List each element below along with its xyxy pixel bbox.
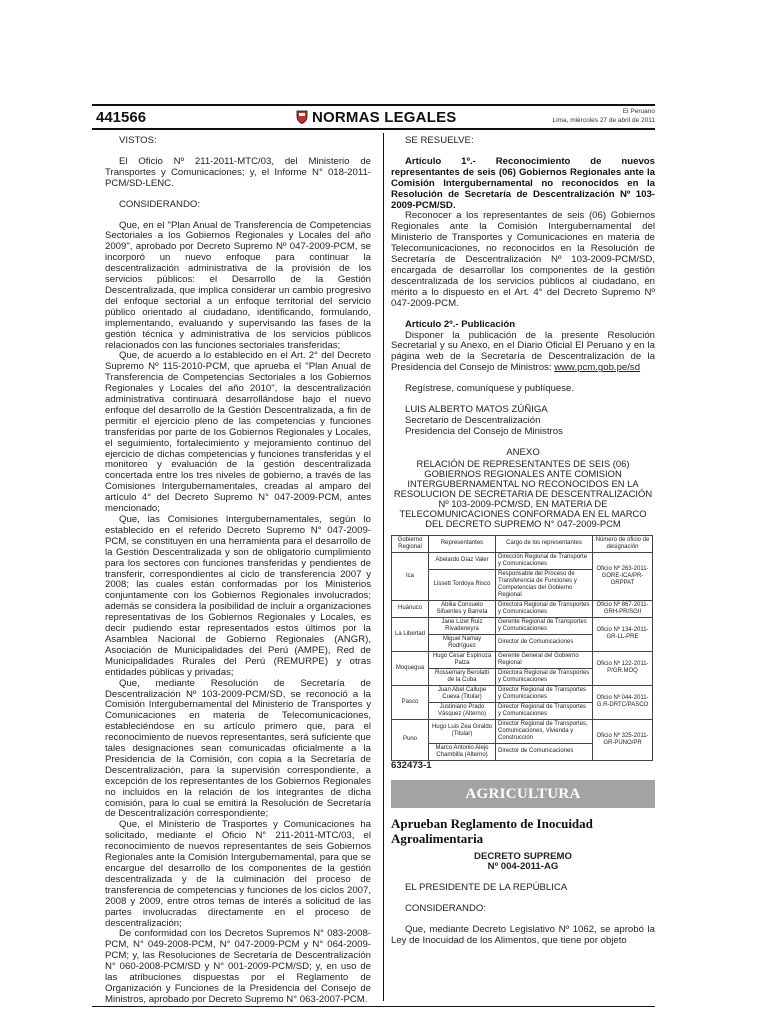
column-divider	[383, 133, 384, 1001]
section-banner: AGRICULTURA	[391, 780, 655, 808]
anexo-heading: ANEXO	[506, 446, 540, 458]
rep-name-cell: Hugo Luis Zea Giraldo (Titular)	[429, 719, 496, 743]
considerando-heading: CONSIDERANDO:	[119, 198, 201, 210]
newspaper-name: El Peruano	[622, 108, 655, 115]
rep-name-cell: Abilia Consuelo Sifuentes y Barreta	[429, 600, 496, 617]
table-row	[392, 617, 653, 634]
oficio-cell: Oficio Nº 044-2011-G.R-DRTC/PASCO	[593, 685, 653, 719]
region-cell: Huánuco	[392, 600, 429, 617]
table-row	[392, 719, 653, 743]
decree-title: Aprueban Reglamento de Inocuidad Agroalimentaria	[391, 815, 593, 846]
rep-cargo-cell: Director Regional de Transportes y Comunicaciones	[496, 702, 593, 719]
header-top-rule	[92, 104, 655, 106]
rep-name-cell: Abelardo Díaz Valer	[429, 552, 496, 569]
article-2-text: Disponer la publicación de la presente Resolución Secretarial y su Anexo, en el Diario Oficial El Peruano y en la página web de la Secretaría de Descentralización de la Presidencia del Consejo de Ministros:	[391, 329, 655, 374]
rep-name-cell: Jane Lizet Ruiz Rivadeneyra	[429, 617, 496, 634]
rep-cargo-cell: Director de Comunicaciones	[496, 743, 593, 760]
paragraph-3: Que, las Comisiones Intergubernamentales, según lo establecido en el referido Decreto Supremo N° 047-2009-PCM, se constituyen en una herramienta para el desarrollo de la Gestión Descentralizada y son de obligatorio cumplimiento para los sectores con funciones transferidas y pendientes de transferir, correspondientes al ciclo de transferencia 2007 y 2008; las cuales están conformadas por los Ministerios conjuntamente con los Gobiernos Regionales involucrados; además se considera la posibilidad de incluir a organizaciones representativas de los Gobiernos Regionales y Locales, es decir pudiendo estar representados estos últimos por la Asamblea Nacional de Gobierno Regionales (ANGR), Asociación de Municipalidades del Perú (AMPE), Red de Municipalidades Rurales del Perú (REMURPE) y otras entidades públicas y privadas;	[105, 514, 371, 678]
oficio-cell: Oficio Nº 122-2011-P/GR.MOQ	[593, 651, 653, 685]
table-row	[392, 552, 653, 569]
decree-considerando-heading: CONSIDERANDO:	[405, 903, 487, 915]
table-header: Cargo de los representantes	[496, 535, 593, 552]
table-row	[392, 651, 653, 668]
rep-cargo-cell: Directora Regional de Transportes y Comunicaciones	[496, 600, 593, 617]
region-cell: La Libertad	[392, 617, 429, 651]
resuelve-heading: SE RESUELVE:	[405, 135, 474, 146]
rep-cargo-cell: Responsable del Proceso de Transferencia de Funciones y Competencias del Gobierno Regional	[496, 569, 593, 600]
oficio-cell: Oficio Nº 867-2011-GRH-PR/SGII	[593, 600, 653, 617]
region-cell: Ica	[392, 552, 429, 600]
publication-title	[296, 109, 456, 126]
article-1-body: Reconocer a los representantes de seis (06) Gobiernos Regionales ante la Comisión Intergubernamental del Ministerio de Transportes y Comunicaciones en materia de Telecomunicaciones, no reconocidos en la Resolución de Secretaría de Descentralización Nº 103-2009-PCM/SD, encargada de desarrollar los componentes de la gestión descentralizada de los servicios públicos al ciudadano, en mérito a lo dispuesto en el Art. 4° del Decreto Supremo Nº 047-2009-PCM.	[391, 210, 655, 309]
table-header: Representantes	[429, 535, 496, 552]
rep-name-cell: Marco Antonio Alejo Chambilla (Alterno)	[429, 743, 496, 760]
oficio-cell: Oficio Nº 134-2011-GR-LL-PRE	[593, 617, 653, 651]
signatory-role-1: Secretario de Descentralización	[405, 414, 541, 426]
coat-of-arms-icon	[296, 110, 308, 124]
region-cell: Pasco	[392, 685, 429, 719]
rep-cargo-cell: Directora Regional de Transportes y Comunicaciones	[496, 668, 593, 685]
table-header: Gobierno Regional	[392, 535, 429, 552]
publication-name: NORMAS LEGALES	[312, 109, 457, 126]
vistos-paragraph: El Oficio Nº 211-2011-MTC/03, del Ministerio de Transportes y Comunicaciones; y, el Informe N° 018-2011-PCM/SD-LENC.	[105, 155, 371, 189]
rep-name-cell: Justiniano Prado Vásquez (Alterno)	[429, 702, 496, 719]
vistos-heading: VISTOS:	[119, 135, 157, 146]
publication-code: 632473-1	[391, 759, 432, 771]
table-row	[392, 685, 653, 702]
oficio-cell: Oficio Nº 263-2011-GORE-ICA/PR-GRPPAT	[593, 552, 653, 600]
table-header: Número de oficio de designación	[593, 535, 653, 552]
representatives-table	[391, 535, 653, 761]
article-2-title-text: Artículo 2º.- Publicación	[405, 318, 516, 330]
rep-cargo-cell: Gerente General del Gobierno Regional	[496, 651, 593, 668]
rep-name-cell: Juan Abel Callupe Cueva (Titular)	[429, 685, 496, 702]
issue-date: Lima, miércoles 27 de abril de 2011	[552, 117, 655, 124]
paragraph-5: Que, el Ministerio de Trasportes y Comunicaciones ha solicitado, mediante el Oficio N° 211-2011-MTC/03, el reconocimiento de nuevos representantes de seis Gobiernos Regionales ante la Comisión Intergubernamental, para que se encargue del desarrollo de los componentes de la gestión descentralizada y de la culminación del proceso de transferencia de competencias y funciones de los ciclos 2007, 2008 y 2009, entre otros temas de interés a solicitud de las partes involucradas directamente en el proceso de descentralización;	[105, 819, 371, 929]
anexo-title: RELACIÓN DE REPRESENTANTES DE SEIS (06) GOBIERNOS REGIONALES ANTE COMISION INTERGUBERNAMENTAL NO RECONOCIDOS EN LA RESOLUCION DE SECRETARIA DE DESCENTRALIZACIÓN Nº 103-2009-PCM/SD, EN MATERIA DE TELECOMUNICACIONES CONFORMADA EN EL MARCO DEL DECRETO SUPREMO N° 047-2009-PCM	[393, 457, 653, 529]
decree-heading: DECRETO SUPREMO	[474, 850, 572, 862]
registrese-line: Regístrese, comuníquese y publíquese.	[405, 383, 575, 395]
page-number: 441566	[96, 109, 147, 126]
signatory-name: LUIS ALBERTO MATOS ZÚÑIGA	[405, 404, 548, 416]
paragraph-1: Que, en el "Plan Anual de Transferencia de Competencias Sectoriales a los Gobiernos Regionales y Locales del año 2009", aprobado por Decreto Supremo Nº 047-2009-PCM, se incorporó un nuevo enfoque para continuar la descentralización administrativa de la provisión de los servicios públicos: el Desarrollo de la Gestión Descentralizada, que implica considerar un cambio progresivo del enfoque sectorial a un enfoque territorial del servicio público orientado al ciudadano, identificando, formulando, implementando, evaluando y supervisando las fases de la gestión técnica y administrativa de los servicios públicos relacionados con las funciones sectoriales transferidas;	[105, 219, 371, 351]
decree-first-paragraph: Que, mediante Decreto Legislativo Nº 1062, se aprobó la Ley de Inocuidad de los Alimentos, que tiene por objeto	[391, 924, 655, 947]
header-meta	[553, 107, 656, 125]
paragraph-2: Que, de acuerdo a lo establecido en el Art. 2° del Decreto Supremo Nº 115-2010-PCM, que aprueba el "Plan Anual de Transferencia de Competencias Sectoriales a los Gobiernos Regionales y Locales del año 2010", la descentralización administrativa continuará desarrollándose bajo el nuevo enfoque del desarrollo de la Gestión Descentralizada, a fin de permitir el ejercicio pleno de las competencias y funciones transferidas por parte de los Gobiernos Regionales y Locales, el seguimiento, fortalecimiento y mejoramiento continuo del ejercicio de dichas competencias y funciones transferidas y el monitoreo y evaluación de la gestión descentralizada concertada entre los tres niveles de gobierno, a través de las Comisiones Intergubernamentales, creadas al amparo del artículo 4° del Decreto Supremo N° 047-2009-PCM, antes mencionado;	[105, 350, 371, 515]
rep-cargo-cell: Dirección Regional de Transporte y Comunicaciones	[496, 552, 593, 569]
decree-number: Nº 004-2011-AG	[487, 861, 559, 873]
rep-name-cell: Lissett Tordoya Risco	[429, 569, 496, 600]
rep-name-cell: Miguel Namay Rodríguez	[429, 634, 496, 651]
article-1-title	[391, 157, 655, 212]
rep-name-cell: Hugo Cesar Espinoza Palza	[429, 651, 496, 668]
rep-cargo-cell: Director Regional de Transportes, Comunicaciones, Vivienda y Construcción	[496, 719, 593, 743]
region-cell: Moquegua	[392, 651, 429, 685]
article-1-title-text: Artículo 1º.- Reconocimiento de nuevos representantes de seis (06) Gobiernos Regionales ante la Comisión Intergubernamental no reconocidos en la Resolución de Secretaría de Descentralización Nº 103-2009-PCM/SD.	[391, 155, 655, 211]
right-column	[391, 136, 655, 947]
article-2-body	[391, 331, 655, 375]
rep-name-cell: Rossemary Berolatti de la Cuba	[429, 668, 496, 685]
footer-rule	[92, 1006, 655, 1007]
left-column	[105, 136, 371, 1006]
paragraph-4: Que, mediante Resolución de Secretaría de Descentralización Nº 103-2009-PCM/SD, se reconoció a la Comisión Intergubernamental del Ministerio de Transportes y Comunicaciones en materia de Telecomunicaciones, estableciéndose en su artículo primero que, para el reconocimiento de nuevos representantes, será suficiente que tales designaciones sean comunicadas oficialmente a la Presidencia de la Comisión, con copia a la Secretaría de Descentralización, para la supervisión correspondiente, a excepción de los representantes de los Gobiernos Regionales no incluidos en la relación de los integrantes de dicha comisión, para lo cual se emitirá la Resolución de Secretaría de Descentralización correspondiente;	[105, 677, 371, 820]
table-row	[392, 600, 653, 617]
region-cell: Puno	[392, 719, 429, 760]
president-line: EL PRESIDENTE DE LA REPÚBLICA	[405, 882, 568, 894]
rep-cargo-cell: Director Regional de Transportes y Comunicaciones	[496, 685, 593, 702]
table-header-row	[392, 535, 653, 552]
rep-cargo-cell: Gerente Regional de Transportes y Comunicaciones	[496, 617, 593, 634]
pcm-website-link[interactable]: www.pcm.gob.pe/sd	[554, 362, 641, 374]
signatory-role-2: Presidencia del Consejo de Ministros	[405, 425, 563, 437]
paragraph-6: De conformidad con los Decretos Supremos N° 083-2008-PCM, N° 049-2008-PCM, N° 047-2009-PCM y N° 064-2009-PCM; y, las Resoluciones de Secretaría de Descentralización N° 060-2008-PCM/SD y N° 001-2009-PCM/SD; y, en uso de las atribuciones dispuestas por el Reglamento de Organización y Funciones de la Presidencia del Consejo de Ministros, aprobado por Decreto Supremo N° 063-2007-PCM.	[105, 928, 371, 1005]
rep-cargo-cell: Director de Comunicaciones	[496, 634, 593, 651]
header-bottom-rule	[92, 128, 655, 130]
oficio-cell: Oficio Nº 325-2011-GR-PUNO/PR	[593, 719, 653, 760]
